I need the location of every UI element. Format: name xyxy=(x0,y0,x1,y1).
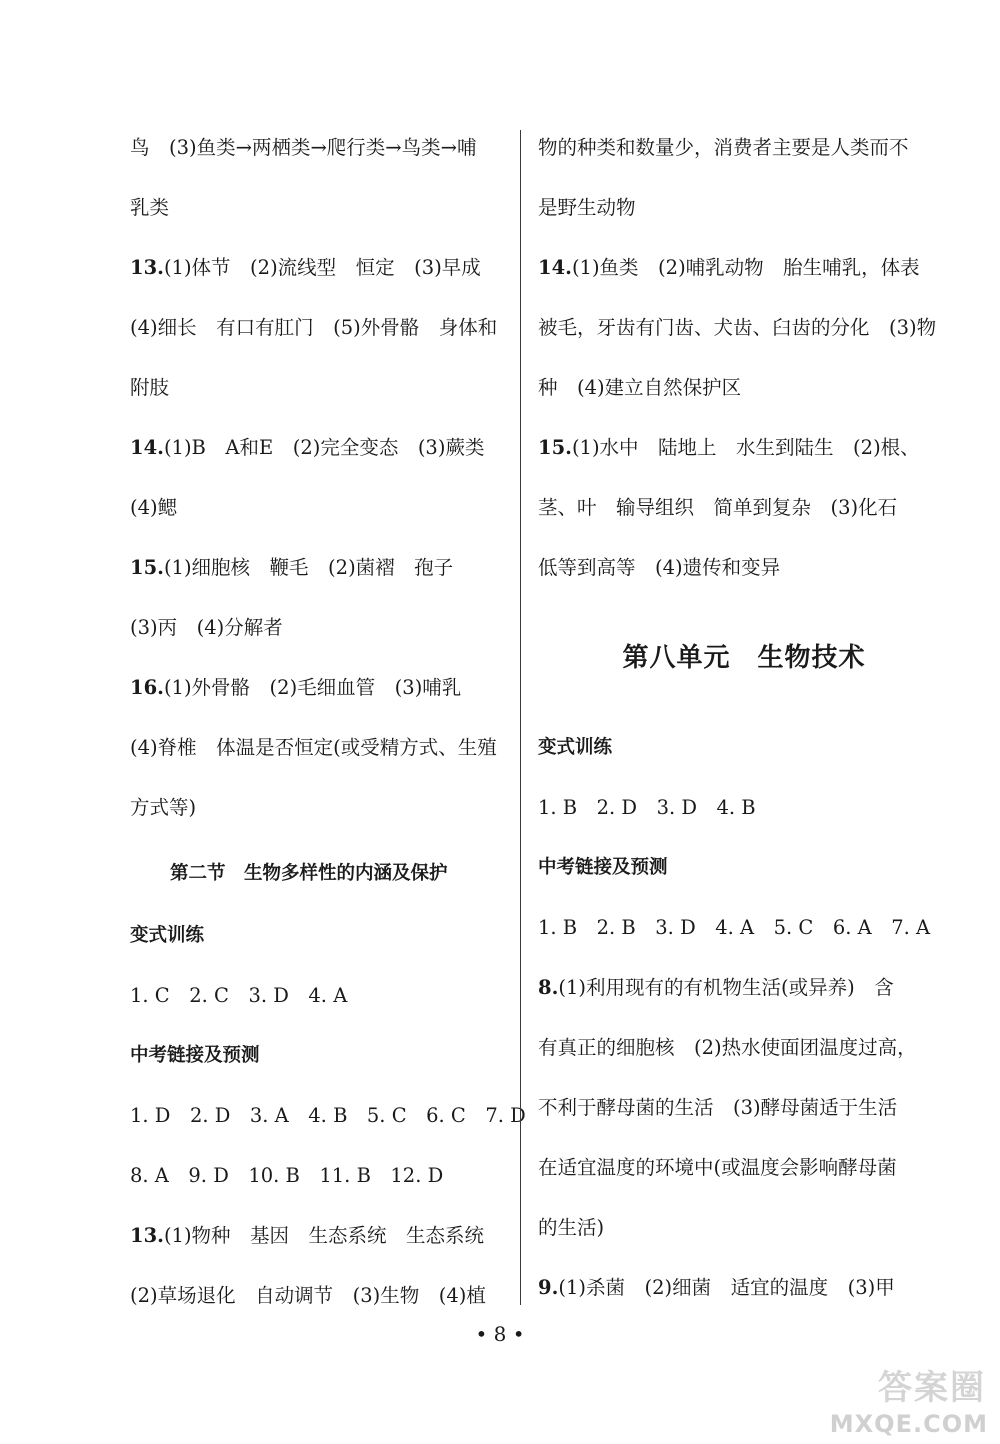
answer-text: 是野生动物 xyxy=(538,196,636,219)
answer-line xyxy=(130,718,530,778)
answer-text: 不利于酵母菌的生活 (3)酵母菌适于生活 xyxy=(538,1096,898,1119)
answer-text: (2)草场退化 自动调节 (3)生物 (4)植 xyxy=(130,1284,486,1307)
answer-text: 低等到高等 (4)遗传和变异 xyxy=(538,556,781,579)
answer-text: 方式等) xyxy=(130,796,197,819)
unit8-variant-training-heading: 变式训练 xyxy=(538,737,613,758)
question-number: 9. xyxy=(538,1276,559,1299)
answer-text: (3)丙 (4)分解者 xyxy=(130,616,283,639)
answer-line xyxy=(538,1078,930,1138)
question-number: 15. xyxy=(130,556,164,579)
question-number: 8. xyxy=(538,976,559,999)
answer-text: 附肢 xyxy=(130,376,170,399)
answer-line xyxy=(130,1086,530,1146)
answer-text: 1. D 2. D 3. A 4. B 5. C 6. C 7. D xyxy=(130,1104,526,1127)
answer-text: 物的种类和数量少，消费者主要是人类而不 xyxy=(538,136,909,159)
exam-link-heading: 中考链接及预测 xyxy=(130,1045,260,1066)
answer-line xyxy=(538,958,930,1018)
answer-text: (1)体节 (2)流线型 恒定 (3)早成 xyxy=(163,256,481,279)
question-number: 14. xyxy=(130,436,164,459)
answer-text: (1)物种 基因 生态系统 生态系统 xyxy=(163,1224,485,1247)
answer-line xyxy=(130,598,530,658)
answer-text: 鸟 (3)鱼类→两栖类→爬行类→鸟类→哺 xyxy=(130,136,477,159)
answer-text: 在适宜温度的环境中(或温度会影响酵母菌 xyxy=(538,1156,897,1179)
question-number: 13. xyxy=(130,256,164,279)
answer-line xyxy=(130,418,530,478)
answer-text: (4)鳃 xyxy=(130,496,178,519)
answer-text: 有真正的细胞核 (2)热水使面团温度过高， xyxy=(538,1036,917,1059)
right-column xyxy=(538,118,937,1318)
answer-line xyxy=(130,1266,530,1326)
watermark-logo-text: 答案圈 xyxy=(878,1368,986,1408)
answer-text: (1)B A和E (2)完全变态 (3)蕨类 xyxy=(163,436,485,459)
answer-line xyxy=(538,358,930,418)
column-divider xyxy=(520,130,521,1305)
answer-line xyxy=(538,538,930,598)
answer-line xyxy=(538,1138,930,1198)
answer-text: 种 (4)建立自然保护区 xyxy=(538,376,742,399)
answer-line xyxy=(538,1258,930,1318)
answer-line xyxy=(130,478,530,538)
answer-text: (1)外骨骼 (2)毛细血管 (3)哺乳 xyxy=(163,676,462,699)
answer-line xyxy=(130,658,530,718)
answer-text: 茎、叶 输导组织 简单到复杂 (3)化石 xyxy=(538,496,898,519)
watermark-logo xyxy=(829,1360,992,1438)
answer-line xyxy=(538,238,930,298)
answer-text: (4)脊椎 体温是否恒定(或受精方式、生殖 xyxy=(130,736,497,759)
answer-text: (1)细胞核 鞭毛 (2)菌褶 孢子 xyxy=(163,556,454,579)
answer-line xyxy=(538,478,930,538)
answer-line xyxy=(130,238,530,298)
exam-link-answer-lines xyxy=(130,1086,530,1326)
unit-title: 第八单元 生物技术 xyxy=(622,643,866,673)
answer-text: (1)水中 陆地上 水生到陆生 (2)根、 xyxy=(571,436,920,459)
answer-line xyxy=(130,178,530,238)
answer-text: 1. B 2. B 3. D 4. A 5. C 6. A 7. A xyxy=(538,916,931,939)
answer-line xyxy=(538,298,937,358)
unit8-exam-link-answer-lines xyxy=(538,898,930,1318)
unit8-variant-training-answers: 1. B 2. D 3. D 4. B xyxy=(538,796,756,819)
answer-text: (1)杀菌 (2)细菌 适宜的温度 (3)甲 xyxy=(558,1276,895,1299)
section-title: 第二节 生物多样性的内涵及保护 xyxy=(170,863,448,884)
answer-line xyxy=(538,118,930,178)
answer-line xyxy=(538,898,930,958)
answer-text: 乳类 xyxy=(130,196,170,219)
left-answer-lines xyxy=(130,118,530,838)
unit8-exam-link-heading: 中考链接及预测 xyxy=(538,857,668,878)
answer-text: 8. A 9. D 10. B 11. B 12. D xyxy=(130,1164,444,1187)
answer-line xyxy=(538,418,930,478)
answer-text: 的生活) xyxy=(538,1216,605,1239)
answer-text: 被毛，牙齿有门齿、犬齿、臼齿的分化 (3)物 xyxy=(538,316,937,339)
answer-line xyxy=(538,1198,930,1258)
answer-text: (1)利用现有的有机物生活(或异养) 含 xyxy=(558,976,894,999)
question-number: 16. xyxy=(130,676,164,699)
variant-training-answers: 1. C 2. C 3. D 4. A xyxy=(130,984,348,1007)
variant-training-heading: 变式训练 xyxy=(130,925,205,946)
right-answer-lines xyxy=(538,118,937,598)
question-number: 13. xyxy=(130,1224,164,1247)
page-number: • 8 • xyxy=(475,1322,525,1346)
answer-line xyxy=(130,298,530,358)
question-number: 15. xyxy=(538,436,572,459)
answer-line xyxy=(538,1018,930,1078)
answer-line xyxy=(130,118,530,178)
answer-line xyxy=(130,778,530,838)
answer-line xyxy=(130,358,530,418)
left-column xyxy=(130,118,530,1326)
answer-line xyxy=(538,178,930,238)
answer-line xyxy=(130,1146,530,1206)
answer-line xyxy=(130,1206,530,1266)
question-number: 14. xyxy=(538,256,572,279)
answer-text: (1)鱼类 (2)哺乳动物 胎生哺乳，体表 xyxy=(571,256,920,279)
watermark-url: MXQE.COM xyxy=(829,1410,988,1438)
answer-line xyxy=(130,538,530,598)
answer-text: (4)细长 有口有肛门 (5)外骨骼 身体和 xyxy=(130,316,498,339)
